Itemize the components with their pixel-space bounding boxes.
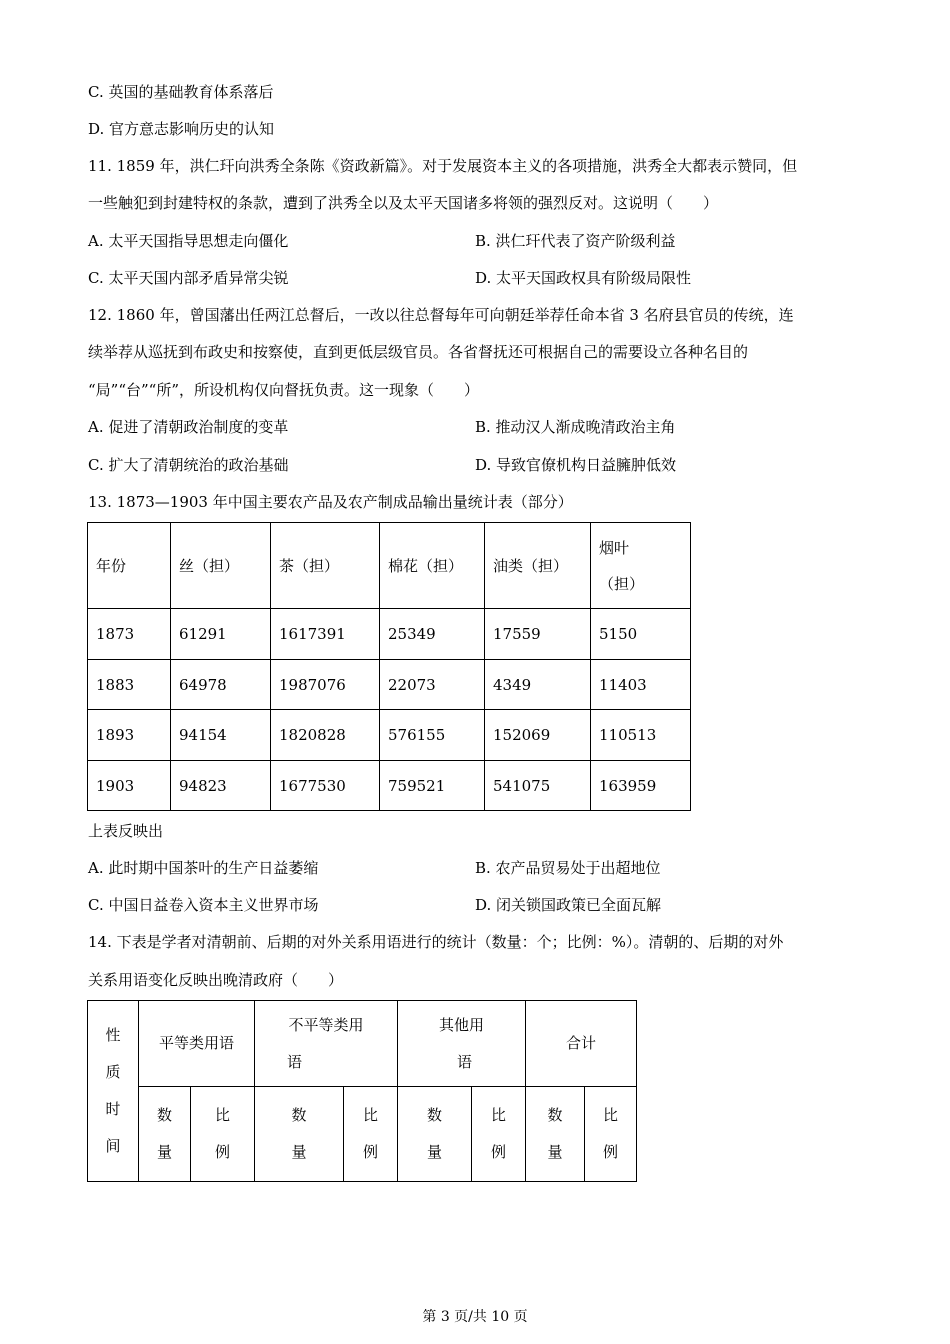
cell: 5150 <box>591 609 691 660</box>
q13-title: 13. 1873—1903 年中国主要农产品及农产制成品输出量统计表（部分） <box>88 493 573 511</box>
cell: 1617391 <box>271 609 380 660</box>
subheader-qty-1: 数 <box>291 1106 307 1124</box>
q11-option-d: D. 太平天国政权具有阶级局限性 <box>475 269 692 287</box>
cell: 94823 <box>171 761 271 811</box>
cell: 163959 <box>591 761 691 811</box>
q12-option-a: A. 促进了清朝政治制度的变革 <box>88 418 289 436</box>
corner-label-shijian-1: 时 <box>105 1100 121 1118</box>
table-header-row <box>88 523 691 609</box>
cell: 94154 <box>171 710 271 761</box>
subheader-qty-2: 量 <box>547 1143 563 1161</box>
subheader-qty-1: 数 <box>547 1106 563 1124</box>
subheader-ratio-2: 例 <box>603 1143 619 1161</box>
q13-after-text: 上表反映出 <box>88 822 164 840</box>
subheader-ratio-2: 例 <box>363 1143 379 1161</box>
q12-stem-line3: “局”“台”“所”，所设机构仅向督抚负责。这一现象（ ） <box>88 381 480 399</box>
q14-terms-table <box>87 1000 637 1182</box>
table-row <box>88 761 691 811</box>
cell: 541075 <box>485 761 591 811</box>
cell: 759521 <box>380 761 485 811</box>
subheader-ratio-1: 比 <box>603 1106 619 1124</box>
subheader-ratio <box>344 1087 398 1182</box>
subheader-qty-2: 量 <box>291 1143 307 1161</box>
q11-option-b: B. 洪仁玕代表了资产阶级利益 <box>475 232 676 250</box>
header-cotton: 棉花（担） <box>380 523 485 609</box>
subheader-qty-2: 量 <box>156 1143 172 1161</box>
q13-export-table <box>87 522 691 811</box>
header-unequal-terms <box>255 1001 398 1087</box>
header-year: 年份 <box>88 523 171 609</box>
q13-option-a: A. 此时期中国茶叶的生产日益萎缩 <box>88 859 319 877</box>
header-oil: 油类（担） <box>485 523 591 609</box>
header-total: 合计 <box>526 1001 637 1087</box>
subheader-ratio-1: 比 <box>215 1106 231 1124</box>
subheader-ratio <box>191 1087 255 1182</box>
header-tea: 茶（担） <box>271 523 380 609</box>
q11-stem-line2: 一些触犯到封建特权的条款，遭到了洪秀全以及太平天国诸多将领的强烈反对。这说明（ ） <box>88 194 719 212</box>
q12-option-d: D. 导致官僚机构日益臃肿低效 <box>475 456 677 474</box>
subheader-qty-2: 量 <box>427 1143 443 1161</box>
q12-option-c: C. 扩大了清朝统治的政治基础 <box>88 456 289 474</box>
q13-option-d: D. 闭关锁国政策已全面瓦解 <box>475 896 662 914</box>
q14-stem-line1: 14. 下表是学者对清朝前、后期的对外关系用语进行的统计（数量：个；比例：%）。清朝的、后期的对外 <box>88 933 784 951</box>
cell: 576155 <box>380 710 485 761</box>
q14-stem-line2: 关系用语变化反映出晚清政府（ ） <box>88 971 344 989</box>
cell: 1883 <box>88 660 171 710</box>
subheader-qty <box>255 1087 344 1182</box>
subheader-qty <box>139 1087 191 1182</box>
corner-label-shijian-2: 间 <box>105 1137 121 1155</box>
subheader-qty-1: 数 <box>156 1106 172 1124</box>
header-tobacco-line2: （担） <box>599 574 645 593</box>
q12-stem-line1: 12. 1860 年，曾国藩出任两江总督后，一改以往总督每年可向朝廷举荐任命本省 3 名府县官员的传统，连 <box>88 306 794 324</box>
subheader-qty <box>526 1087 585 1182</box>
header-tobacco-line1: 烟叶 <box>599 538 630 557</box>
subheader-ratio-1: 比 <box>363 1106 379 1124</box>
header-other-line1: 其他用 <box>439 1015 485 1034</box>
header-tobacco <box>591 523 691 609</box>
cell: 64978 <box>171 660 271 710</box>
cell: 4349 <box>485 660 591 710</box>
header-other-line2: 语 <box>457 1052 473 1071</box>
q12-stem-line2: 续举荐从巡抚到布政史和按察使，直到更低层级官员。各省督抚还可根据自己的需要设立各种名目的 <box>88 343 749 361</box>
table-row <box>88 660 691 710</box>
page-footer: 第 3 页/共 10 页 <box>422 1309 528 1325</box>
header-unequal-line1: 不平等类用 <box>288 1015 364 1034</box>
header-silk: 丝（担） <box>171 523 271 609</box>
subheader-qty-1: 数 <box>427 1106 443 1124</box>
subheader-ratio-1: 比 <box>491 1106 507 1124</box>
cell: 1820828 <box>271 710 380 761</box>
cell: 25349 <box>380 609 485 660</box>
cell: 11403 <box>591 660 691 710</box>
corner-label-xingzhi-1: 性 <box>105 1026 121 1044</box>
q13-option-c: C. 中国日益卷入资本主义世界市场 <box>88 896 319 914</box>
cell: 1987076 <box>271 660 380 710</box>
cell: 1903 <box>88 761 171 811</box>
option-d-prev: D. 官方意志影响历史的认知 <box>88 120 275 138</box>
subheader-ratio-2: 例 <box>491 1143 507 1161</box>
q11-option-c: C. 太平天国内部矛盾异常尖锐 <box>88 269 289 287</box>
q11-option-a: A. 太平天国指导思想走向僵化 <box>88 232 289 250</box>
q11-stem-line1: 11. 1859 年，洪仁玕向洪秀全条陈《资政新篇》。对于发展资本主义的各项措施，洪秀全大都表示赞同，但 <box>88 157 798 175</box>
cell: 1677530 <box>271 761 380 811</box>
cell: 1893 <box>88 710 171 761</box>
header-equal-terms: 平等类用语 <box>139 1001 255 1087</box>
subheader-qty <box>398 1087 472 1182</box>
q13-option-b: B. 农产品贸易处于出超地位 <box>475 859 661 877</box>
cell: 152069 <box>485 710 591 761</box>
header-other-terms <box>398 1001 526 1087</box>
table-row <box>88 710 691 761</box>
q12-option-b: B. 推动汉人渐成晚清政治主角 <box>475 418 676 436</box>
cell: 1873 <box>88 609 171 660</box>
cell: 22073 <box>380 660 485 710</box>
cell: 110513 <box>591 710 691 761</box>
subheader-ratio <box>585 1087 637 1182</box>
table-row <box>88 609 691 660</box>
header-unequal-line2: 语 <box>287 1052 303 1071</box>
subheader-ratio <box>472 1087 526 1182</box>
corner-label-xingzhi-2: 质 <box>105 1063 121 1081</box>
option-c-prev: C. 英国的基础教育体系落后 <box>88 83 274 101</box>
corner-cell <box>88 1001 139 1182</box>
subheader-ratio-2: 例 <box>215 1143 231 1161</box>
cell: 17559 <box>485 609 591 660</box>
cell: 61291 <box>171 609 271 660</box>
